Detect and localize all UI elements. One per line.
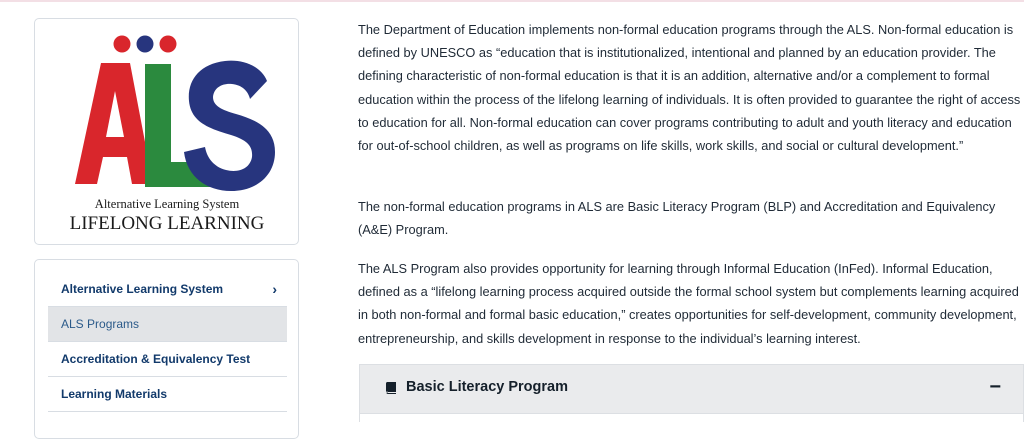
als-logo-card [34, 18, 299, 245]
sidebar-item-label: ALS Programs [61, 317, 140, 331]
sidebar-item-label: Learning Materials [61, 387, 168, 401]
intro-paragraph: The Department of Education implements non-formal education programs through the ALS. Non-formal education is defined by UNESCO as “education that is institutionalized, intentional and planned by an education provider. The defining characteristic of non-formal education is that it is an addition, alternative and/or a complement to formal education within the process of the lifelong learning of individuals. It is often provided to guarantee the right of access to education for all. Non-formal education can cover programs contributing to adult and youth literacy and education for out-of-school children, as well as programs on life skills, work skills, and social or cultural development.” [358, 22, 1021, 154]
informal-education-paragraph: The ALS Program also provides opportunity for learning through Informal Education (InFed). Informal Education, defined as a “lifelong learning process acquired outside the formal school system but complements learning acquired in both non-formal and formal basic education,” creates opportunities for self-development, community development, entrepreneurship, and skills development in response to the individual’s learning interest. [358, 261, 1019, 346]
logo-caption-line2: LIFELONG LEARNING [69, 213, 265, 234]
top-divider [0, 0, 1024, 2]
accordion-title: Basic Literacy Program [406, 379, 568, 395]
logo-letter-s [184, 61, 275, 191]
sidebar-nav [34, 259, 299, 439]
sidebar-item-alternative-learning-system[interactable] [48, 272, 287, 307]
collapse-toggle-icon[interactable]: − [989, 376, 1001, 398]
sidebar-item-label: Accreditation & Equivalency Test [61, 352, 251, 366]
sidebar-item-als-programs[interactable] [48, 307, 287, 342]
logo-caption-line1: Alternative Learning System [94, 197, 240, 211]
sidebar-item-label: Alternative Learning System [61, 282, 224, 296]
als-logo [35, 19, 300, 246]
programs-paragraph: The non-formal education programs in ALS are Basic Literacy Program (BLP) and Accreditation and Equivalency (A&E) Program. [358, 199, 996, 238]
logo-dot-red-2 [160, 36, 177, 53]
accordion-basic-literacy-program [359, 364, 1024, 422]
logo-dot-red [114, 36, 131, 53]
sidebar-item-accreditation-equivalency-test[interactable] [48, 342, 287, 377]
logo-dot-blue [137, 36, 154, 53]
book-icon [384, 381, 398, 395]
chevron-right-icon: › [272, 281, 277, 297]
accordion-body [360, 413, 1023, 424]
accordion-header[interactable] [360, 365, 1024, 413]
sidebar-item-learning-materials[interactable] [48, 377, 287, 412]
